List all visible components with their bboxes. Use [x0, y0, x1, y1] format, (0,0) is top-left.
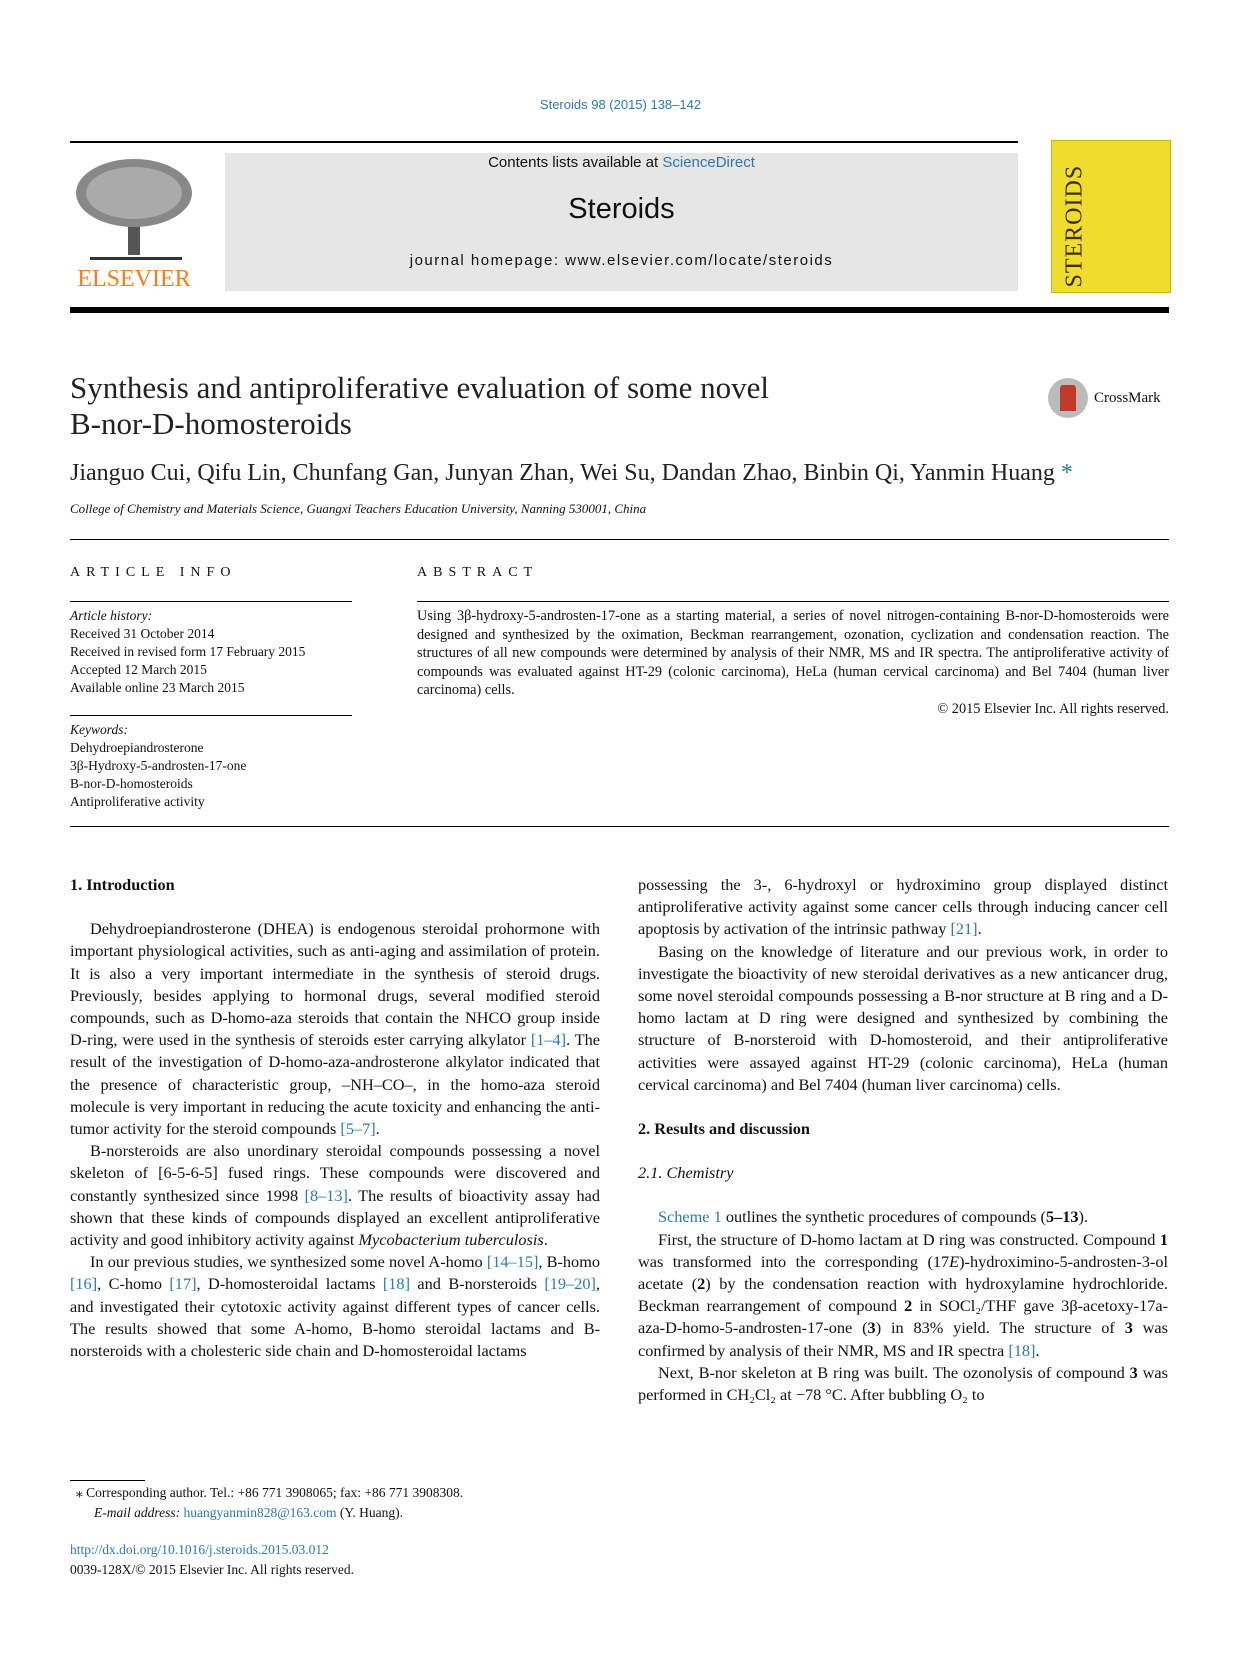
journal-citation[interactable]: Steroids 98 (2015) 138–142 [539, 97, 702, 112]
text-span: 1. Introduction [70, 875, 175, 894]
text-span: In our previous studies, we synthesized some novel A-homo [90, 1252, 487, 1272]
affiliation: College of Chemistry and Materials Science, Guangxi Teachers Education University, Nanning 530001, China [70, 501, 647, 516]
tree-icon [70, 155, 198, 265]
history-label: Article history: [70, 608, 153, 623]
crossmark-badge[interactable] [1048, 378, 1161, 418]
journal-header [225, 153, 1018, 291]
text-span: , C-homo [97, 1274, 170, 1294]
text-span: B-norsteroids are also unordinary steroidal compounds possessing a novel skeleton of [6-5-6-5] fused rings. These compounds were discovered and constantly synthesized since 1998 [70, 1141, 600, 1205]
header-thick-rule [70, 307, 1169, 313]
abstract-text: Using 3β-hydroxy-5-androsten-17-one as a starting material, a series of novel nitrogen-containing B-nor-D-homosteroids were designed and synthesized by the oximation, Beckman rearrangement, ozonation, cyclization and condensation reaction. The structures of all new compounds were determined by analysis of their NMR, MS and IR spectra. The antiproliferative activity of compounds was evaluated against HT-29 (colonic carcinoma), HeLa (human cervical carcinoma) and Bel 7404 (human liver carcinoma) cells. [417, 608, 1169, 699]
cover-title: STEROIDS [1061, 164, 1088, 288]
author-list [70, 460, 1073, 487]
left-column [70, 874, 600, 1362]
rule [70, 601, 352, 602]
text-span: outlines the synthetic procedures of compounds ( [721, 1207, 1046, 1227]
text-span: ). [1078, 1207, 1089, 1227]
article-history [70, 607, 305, 697]
text-span: possessing the 3-, 6-hydroxyl or hydroximino group displayed distinct antiproliferative activity against some cancer cells through inducing cancer cell apoptosis by activation of the intrinsic pathway [638, 875, 1168, 939]
text-span: , B-homo [538, 1252, 600, 1272]
crossmark-icon [1048, 378, 1088, 418]
contents-line [225, 154, 1018, 171]
doi-block [70, 1540, 354, 1580]
paragraph [638, 941, 1168, 1096]
reference-link[interactable]: [19–20] [544, 1274, 596, 1294]
rule [70, 539, 1169, 540]
spacer [638, 1140, 1168, 1162]
journal-name: Steroids [568, 193, 675, 225]
sciencedirect-link[interactable]: ScienceDirect [662, 154, 755, 171]
text-span: and B-norsteroids [410, 1274, 545, 1294]
history-item: Available online 23 March 2015 [70, 680, 245, 695]
title-line: B-nor-D-homosteroids [70, 406, 352, 441]
section-heading [70, 874, 600, 896]
text-span: 1 [1159, 1229, 1168, 1249]
text-span: . [375, 1119, 380, 1139]
crossmark-label: CrossMark [1094, 389, 1161, 406]
authors: Jianguo Cui, Qifu Lin, Chunfang Gan, Junyan Zhan, Wei Su, Dandan Zhao, Binbin Qi, Yanmin Huang [70, 460, 1055, 486]
paragraph [70, 1251, 600, 1362]
spacer [638, 1096, 1168, 1118]
text-span: was confirmed by analysis of their NMR, MS and IR spectra [638, 1318, 1168, 1360]
text-span: ) in 83% yield. The structure of [875, 1318, 1125, 1338]
rule [70, 715, 352, 716]
text-span: Mycobacterium tuberculosis [358, 1230, 544, 1250]
text-span: was performed in CH₂Cl₂ at −78 °C. After bubbling O₂ to [638, 1362, 1168, 1405]
contents-prefix: Contents lists available at [488, 154, 663, 171]
right-column [638, 874, 1168, 1406]
abstract-copyright: © 2015 Elsevier Inc. All rights reserved. [937, 700, 1169, 717]
article-title [70, 370, 769, 442]
text-span: . The results of bioactivity assay had shown that these kinds of compounds displayed an excellent antiproliferative activity and good inhibitory activity against [70, 1185, 600, 1250]
text-span: Dehydroepiandrosterone (DHEA) is endogenous steroidal prohormone with important physiological activities, such as anti-aging and assimilation of protein. It is also a very important intermediate in the synthesis of steroid drugs. Previously, besides applying to hormonal drugs, several modified steroid compounds, such as D-homo-aza steroids that contain the NHCO group inside D-ring, were used in the synthesis of steroids ester carrying alkylator [70, 919, 600, 1050]
text-span: 3 [1124, 1318, 1133, 1338]
text-span: 3 [1129, 1362, 1138, 1382]
keyword: Antiproliferative activity [70, 794, 205, 809]
reference-link[interactable]: [16] [70, 1274, 98, 1294]
text-span: Basing on the knowledge of literature and our previous work, in order to investigate the bioactivity of new steroidal derivatives as a new anticancer drug, some novel steroidal compounds possessing a B-nor structure at B ring and a D-homo lactam at D ring were designed and synthesized by combining the structure of B-norsteroid with D-homosteroid, and their antiproliferative activities were assayed against HT-29 (colonic carcinoma), HeLa (human cervical carcinoma) and Bel 7404 (human liver carcinoma) cells. [638, 941, 1168, 1094]
reference-link[interactable]: [17] [169, 1274, 197, 1294]
rule [417, 601, 1169, 602]
history-item: Accepted 12 March 2015 [70, 662, 207, 677]
paragraph [638, 1362, 1168, 1406]
text-span: 3 [867, 1318, 876, 1338]
article-info-heading: ARTICLE INFO [70, 565, 237, 580]
reference-link[interactable]: [14–15] [486, 1252, 539, 1272]
keywords [70, 721, 246, 811]
text-span: )-hydroximino-5-androsten-3-ol acetate ( [638, 1251, 1168, 1294]
text-span: 2.1. Chemistry [638, 1163, 734, 1183]
footnote-mark: ⁎ [76, 1485, 83, 1500]
paragraph [638, 1206, 1168, 1228]
spacer [638, 1184, 1168, 1206]
doi-link[interactable]: http://dx.doi.org/10.1016/j.steroids.2015.03.012 [70, 1542, 329, 1557]
keyword: 3β-Hydroxy-5-androsten-17-one [70, 758, 247, 773]
rule [70, 826, 1169, 827]
reference-link[interactable]: [8–13] [304, 1185, 348, 1205]
text-span: was transformed into the corresponding (17 [638, 1251, 950, 1271]
paragraph [70, 918, 600, 1140]
abstract-heading: ABSTRACT [417, 565, 539, 580]
text-span: . The result of the investigation of D-homo-aza-androsterone alkylator indicated that the presence of characteristic group, –NH–CO–, in the homo-aza steroid molecule is very important in reducing the acute toxicity and enhancing the anti-tumor activity for the steroid compounds [70, 1030, 600, 1139]
text-span: 2 [904, 1296, 913, 1316]
history-item: Received 31 October 2014 [70, 626, 215, 641]
text-span: in SOCl₂/THF gave 3β-acetoxy-17a-aza-D-homo-5-androsten-17-one ( [638, 1296, 1168, 1338]
text-span: First, the structure of D-homo lactam at D ring was constructed. Compound [658, 1229, 1160, 1249]
keyword: Dehydroepiandrosterone [70, 740, 204, 755]
text-span: . [543, 1230, 548, 1250]
publisher-name: ELSEVIER [77, 266, 191, 292]
paragraph [638, 874, 1168, 941]
text-span: 2 [697, 1274, 706, 1294]
journal-homepage[interactable]: journal homepage: www.elsevier.com/locate/steroids [409, 252, 834, 269]
text-span: . [1035, 1340, 1040, 1360]
reference-link[interactable]: [18] [1008, 1340, 1036, 1360]
text-span: E [949, 1251, 960, 1271]
paragraph [638, 1229, 1168, 1362]
spacer [70, 896, 600, 918]
text-span: 5–13 [1045, 1207, 1079, 1227]
email-link[interactable]: huangyanmin828@163.com [183, 1505, 337, 1520]
journal-cover [1051, 140, 1171, 293]
history-item: Received in revised form 17 February 2015 [70, 644, 306, 659]
keyword: B-nor-D-homosteroids [70, 776, 193, 791]
text-span: . [977, 919, 982, 939]
text-span: Next, B-nor skeleton at B ring was built. The ozonolysis of compound [658, 1362, 1130, 1382]
email-label: E-mail address: [94, 1505, 184, 1520]
header-rule [70, 141, 1018, 143]
footnote-rule [70, 1480, 145, 1481]
text-span: 2. Results and discussion [638, 1119, 810, 1139]
reference-link[interactable]: [21] [950, 919, 978, 939]
footnote-text: Corresponding author. Tel.: +86 771 3908065; fax: +86 771 3908308. [86, 1485, 464, 1500]
reference-link[interactable]: Scheme 1 [658, 1207, 722, 1227]
title-line: Synthesis and antiproliferative evaluation of some novel [70, 370, 770, 405]
keywords-label: Keywords: [70, 722, 128, 737]
footnote [76, 1483, 463, 1523]
section-heading [638, 1162, 1168, 1184]
section-heading [638, 1118, 1168, 1140]
corresponding-author-mark[interactable]: * [1060, 460, 1073, 486]
text-span: , and investigated their cytotoxic activity against different types of cancer cells. The results showed that some A-homo, B-homo steroidal lactams and B-norsteroids with a cholesteric side chain and D-homosteroidal lactams [70, 1274, 600, 1361]
abstract [417, 607, 1169, 719]
paragraph [70, 1140, 600, 1251]
text-span: , D-homosteroidal lactams [196, 1274, 383, 1294]
reference-link[interactable]: [1–4] [530, 1030, 567, 1050]
elsevier-logo [70, 155, 198, 293]
email-suffix: (Y. Huang). [336, 1505, 404, 1520]
issn-line: 0039-128X/© 2015 Elsevier Inc. All rights reserved. [70, 1562, 354, 1577]
text-span: ) by the condensation reaction with hydroxylamine hydrochloride. Beckman rearrangement of compound [638, 1274, 1168, 1316]
reference-link[interactable]: [5–7] [340, 1119, 376, 1139]
reference-link[interactable]: [18] [382, 1274, 410, 1294]
